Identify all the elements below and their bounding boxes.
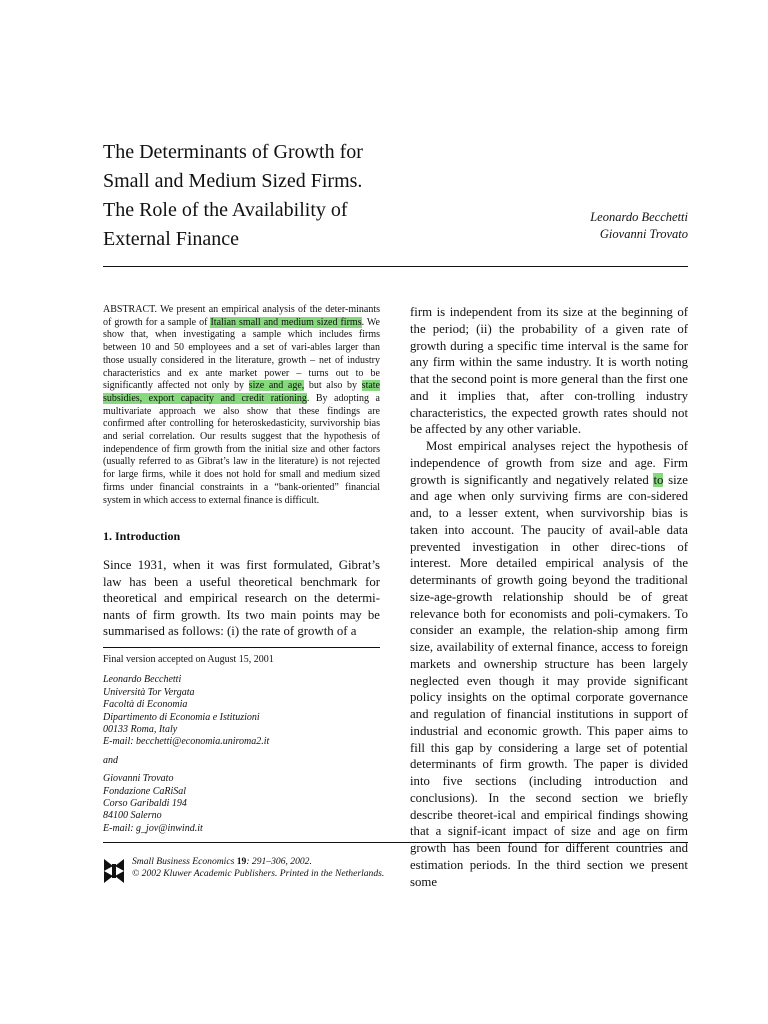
- author-name: Leonardo Becchetti: [590, 210, 688, 224]
- title-line: External Finance: [103, 228, 240, 250]
- right-column: [410, 304, 688, 890]
- author-affiliation: [103, 674, 380, 835]
- affil-line: Facoltà di Economia: [103, 699, 188, 711]
- section-heading: 1. Introduction: [103, 529, 181, 544]
- affil-line: Leonardo Becchetti: [103, 674, 182, 686]
- title-line: Small and Medium Sized Firms.: [103, 170, 363, 192]
- publisher-text: [132, 856, 384, 879]
- paragraph-text: Most empirical analyses reject the hypothesis of independence of growth from size and age. Firm growth is significantly and negatively related: [410, 439, 688, 487]
- abstract-label: ABSTRACT.: [103, 304, 157, 315]
- footer-divider: [103, 842, 688, 843]
- header-divider: [103, 266, 688, 267]
- intro-paragraph: Since 1931, when it was first formulated, Gibrat’s law has been a useful theoretical benchmark for theoretical and empirical research on the determi-nants of firm growth. Its two main points may be summarised as follows: (i) the rate of growth of a: [103, 558, 380, 639]
- accepted-date: Final version accepted on August 15, 2001: [103, 654, 274, 665]
- author-list: [590, 209, 688, 243]
- paragraph: [410, 438, 688, 890]
- journal-volume: 19: [236, 856, 247, 867]
- footnote-divider: [103, 647, 380, 648]
- copyright-line: © 2002 Kluwer Academic Publishers. Printed in the Netherlands.: [132, 867, 385, 879]
- highlight: state subsidies, export capacity and credit rationing: [103, 380, 380, 404]
- abstract-text: We present an empirical analysis of the deter-minants of growth for a sample of: [103, 304, 380, 328]
- left-column: [103, 304, 380, 640]
- affil-line: 84100 Salerno: [103, 810, 162, 822]
- affil-line: Corso Garibaldi 194: [103, 798, 187, 810]
- abstract-text: . We show that, when investigating a sample which includes firms between 10 and 50 employees and a set of vari-ables larger than those usually considered in the literature, growth – net of industry characteristics and ex ante market power – turns out to be significantly affected not only by: [103, 316, 380, 392]
- abstract: [103, 304, 380, 507]
- email-line: E-mail: becchetti@economia.uniroma2.it: [103, 736, 270, 748]
- affil-line: Dipartimento di Economia e Istituzioni: [103, 711, 260, 723]
- highlight: Italian small and medium sized firms: [210, 316, 362, 328]
- email-line: E-mail: g_jov@inwind.it: [103, 822, 203, 834]
- highlight: size and age,: [248, 380, 305, 392]
- abstract-text: . By adopting a multivariate approach we also show that these findings are confirmed after controlling for heteroskedasticity, survivorship bias and serial correlation. Our results suggest that the hypothesis of independence of firm growth from the initial size and other factors (usually referred to as Gibrat’s law in the literature) is not rejected for large firms, while it does not hold for small and medium sized firms under financial constraints in a “bank-oriented” financial system in which access to external finance is difficult.: [103, 392, 380, 506]
- affil-line: Fondazione CaRiSal: [103, 785, 187, 797]
- affil-line: 00133 Roma, Italy: [103, 724, 178, 736]
- paragraph: firm is independent from its size at the beginning of the period; (ii) the probability of a given rate of growth during a specific time interval is the same for any firm within the same industry. It is worth noting that the second point is more general than the first one and it implies that, after con-trolling industry characteristics, the expected growth rates should not be affected by any other variable.: [410, 305, 688, 437]
- paragraph-text: size and age when only surviving firms are con-sidered and, to a lesser extent, when survivorship bias is taken into account. The paucity of avail-able data prevented investigation in other direc-tions of interest. More detailed empirical analysis of the determinants of growth going beyond the traditional size-age-growth relationship should be of great relevance both for economists and poli-cymakers. To consider an example, the relation-ship among firm size, availability of external finance, access to foreign markets and ownership structure has been largely neglected even though it may provide significant policy insights on the optimal corporate governance and regulation of financial institutions in support of industrial and economic growth. This paper aims to fill this gap by considering a large set of potential determinants of firm growth. The paper is divided into five sections (including introduction and conclusions). In the second section we briefly describe theoret-ical and empirical findings showing that a signif-icant impact of size and age on firm growth has been found for different countries and estimation periods. In the third section we present some: [410, 472, 688, 889]
- kluwer-logo-icon: [102, 858, 126, 884]
- abstract-text: but also by: [304, 380, 362, 392]
- highlight: to: [653, 472, 664, 487]
- title-line: The Role of the Availability of: [103, 199, 348, 221]
- journal-pages: : 291–306, 2002.: [246, 856, 312, 867]
- footnote: [103, 654, 380, 835]
- affil-line: Giovanni Trovato: [103, 773, 174, 785]
- and-separator: and: [103, 754, 118, 766]
- affil-line: Università Tor Vergata: [103, 686, 195, 698]
- journal-name: Small Business Economics: [132, 856, 237, 867]
- title-line: The Determinants of Growth for: [103, 141, 363, 163]
- paper-title: [103, 138, 423, 254]
- author-name: Giovanni Trovato: [599, 227, 688, 241]
